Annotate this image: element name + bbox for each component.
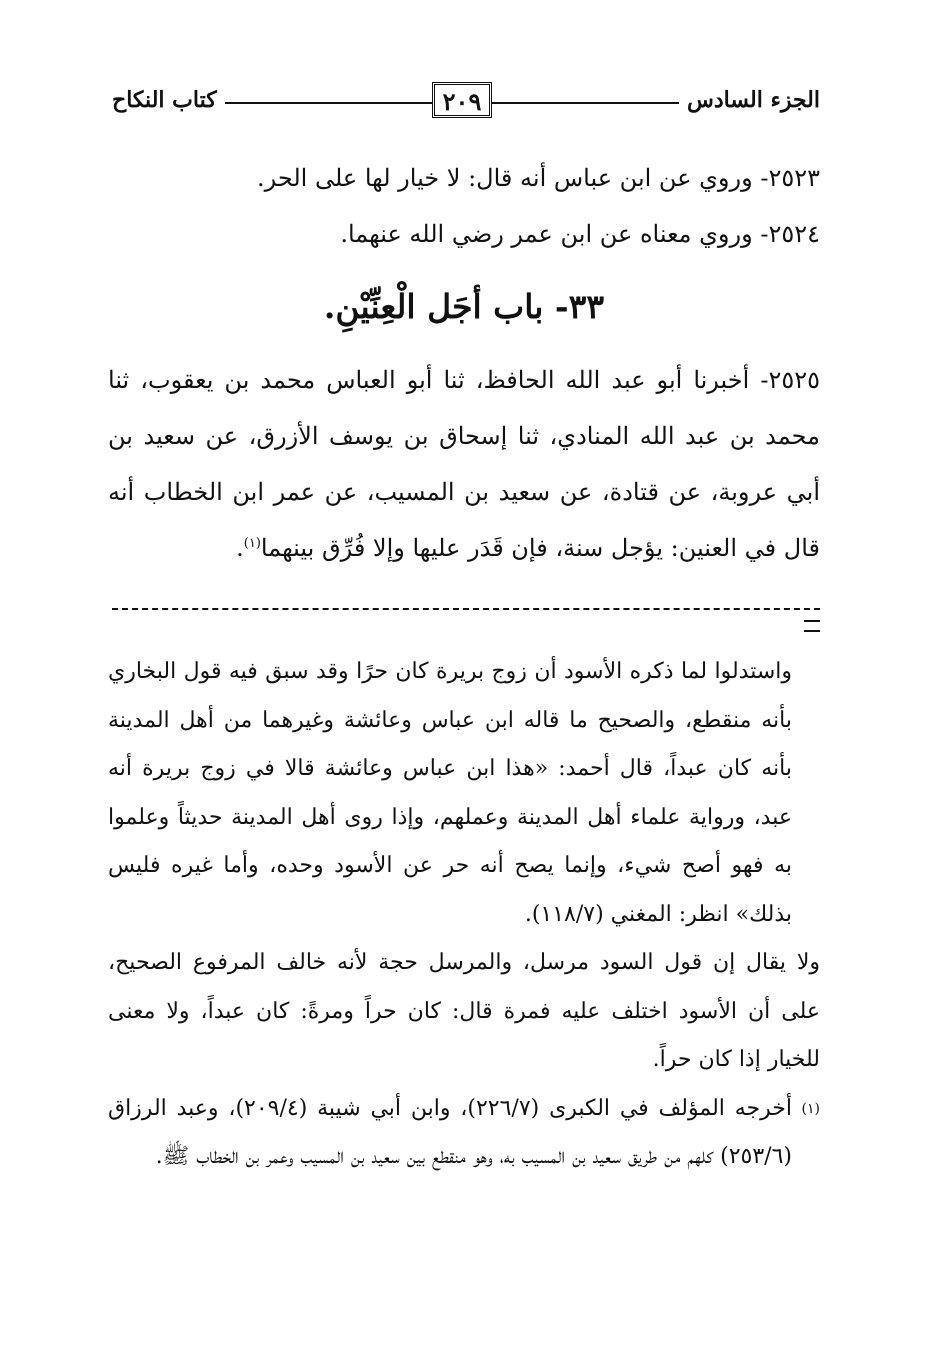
- footnotes: [108, 648, 820, 1182]
- footnote-1-text: أخرجه المؤلف في الكبرى (٢٢٦/٧)، وابن أبي شيبة (٢٠٩/٤)، وعبد الرزاق (٢٥٣/٦) كلهم من طريق سعيد بن المسيب به، وهو منقطع بين سعيد بن المسيب وعمر بن الخطاب ﷺ.: [108, 1095, 792, 1169]
- footnote-1-mark: (١): [801, 1100, 820, 1117]
- footnote-continued-2: ولا يقال إن قول السود مرسل، والمرسل حجة لأنه خالف المرفوع الصحيح، على أن الأسود اختلف عليه فمرة قال: كان حراً ومرةً: كان عبداً، ولا معنى للخيار إذا كان حراً.: [108, 950, 820, 1072]
- page-header: [112, 80, 820, 120]
- page-number: ٢٠٩: [432, 82, 492, 118]
- hadith-2525-text: ٢٥٢٥- أخبرنا أبو عبد الله الحافظ، ثنا أبو العباس محمد بن يعقوب، ثنا محمد بن عبد الله المنادي، ثنا إسحاق بن يوسف الأزرق، عن سعيد بن أبي عروبة، عن قتادة، عن سعيد بن المسيب، عن عمر ابن الخطاب أنه قال في العنين: يؤجل سنة، فإن قَدَر عليها وإلا فُرِّق بينهما: [108, 366, 820, 562]
- chapter-title: ٣٣- باب أجَل الْعِنِّيْنِ.: [323, 287, 605, 326]
- continuation-mark: [804, 620, 820, 632]
- separator-dashes: [112, 608, 820, 610]
- hadith-2525-end: .: [236, 534, 244, 562]
- volume-label: الجزء السادس: [679, 80, 820, 120]
- footnote-1: [108, 1085, 820, 1182]
- book-title: كتاب النكاح: [112, 80, 225, 120]
- footnote-separator: [112, 604, 820, 638]
- hadith-2525: [108, 352, 820, 576]
- footnote-continued-1: واستدلوا لما ذكره الأسود أن زوج بريرة كان حرًا وقد سبق فيه قول البخاري بأنه منقطع، والصحيح ما قاله ابن عباس وعائشة وغيرهما من أهل المدينة بأنه كان عبداً، قال أحمد: «هذا ابن عباس وعائشة قالا في زوج بريرة أنه عبد، ورواية علماء أهل المدينة وعملهم، وإذا روى أهل المدينة حديثاً وعلموا به فهو أصح شيء، وإنما يصح أنه حر عن الأسود وحده، وأما غيره فليس بذلك» انظر: المغني (١١٨/٧).: [108, 659, 792, 927]
- hadith-2524: ٢٥٢٤- وروي معناه عن ابن عمر رضي الله عنهما.: [340, 220, 820, 248]
- footnote-ref-1: (١): [243, 536, 261, 551]
- hadith-2523: ٢٥٢٣- وروي عن ابن عباس أنه قال: لا خيار لها على الحر.: [256, 164, 820, 192]
- main-text: [108, 150, 820, 576]
